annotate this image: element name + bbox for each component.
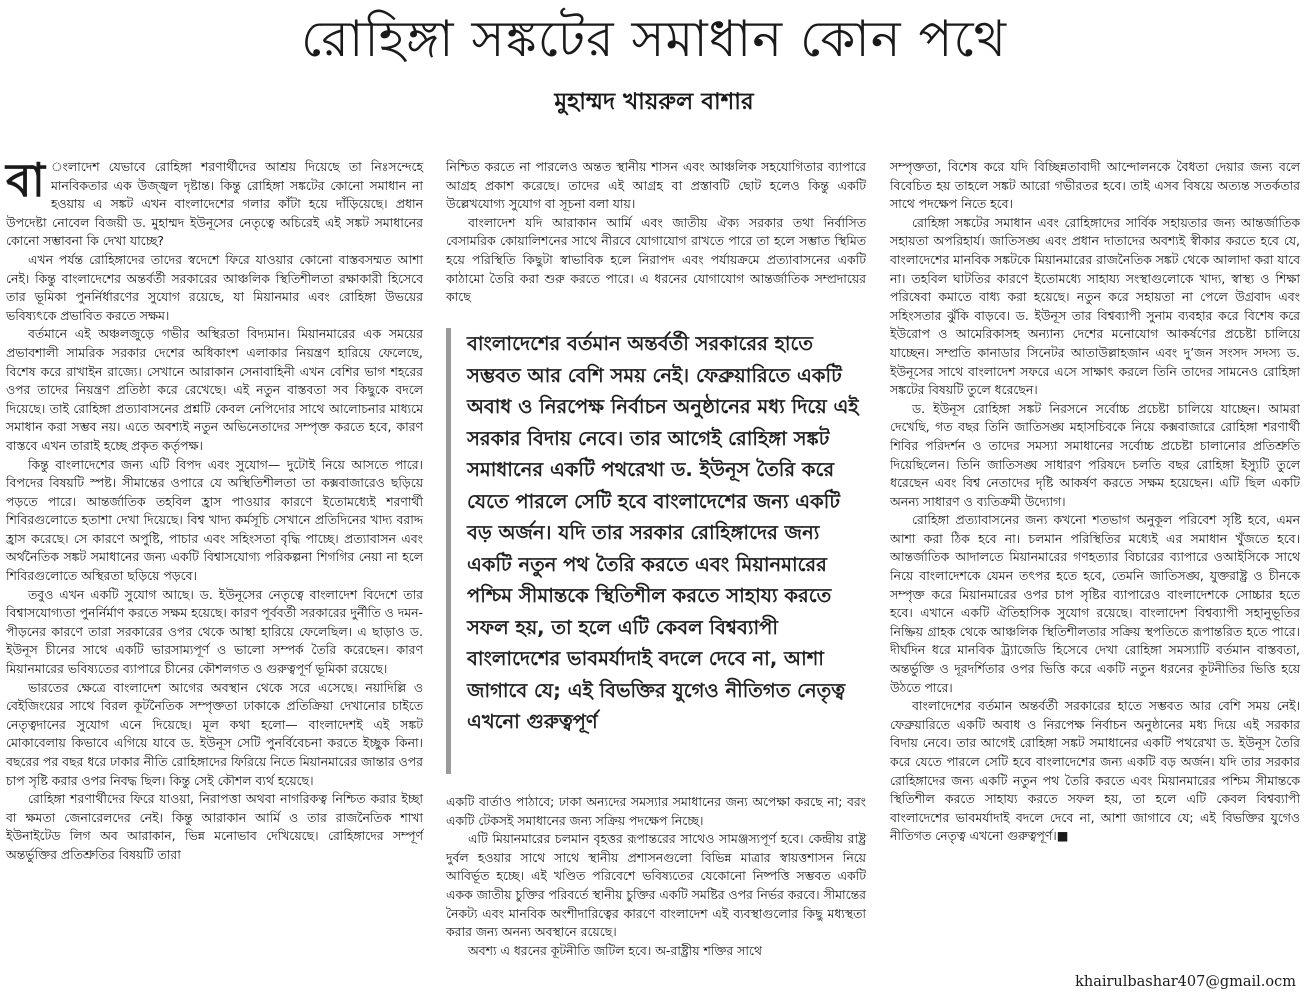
headline: রোহিঙ্গা সঙ্কটের সমাধান কোন পথে (301, 10, 1007, 68)
paragraph (6, 153, 423, 251)
paragraph: এখন পর্যন্ত রোহিঙ্গাদের তাদের স্বদেশে ফিরে যাওয়ার কোনো বাস্তবসম্মত আশা নেই। কিন্তু বাংলাদেশের অন্তর্বর্তী সরকারের আঞ্চলিক স্থিতিশীলতা রক্ষাকারী হিসেবে তার ভূমিকা পুনর্নির্ধারণের সুযোগ রয়েছে, যা মিয়ানমার এবং রোহিঙ্গা উভয়ের ভবিষ্যৎকে প্রভাবিত করতে সক্ষম। (6, 251, 423, 323)
paragraph: রোহিঙ্গা শরণার্থীদের ফিরে যাওয়া, নিরাপত্তা অথবা নাগরিকত্ব নিশ্চিত করার ইচ্ছা বা ক্ষমতা জেনারেলদের নেই। কিন্তু আরাকান আর্মি ও তার রাজনৈতিক শাখা ইউনাইটেড লিগ অব আরাকান, ভিন্ন মনোভাব দেখিয়েছে। রোহিঙ্গাদের সম্পূর্ণ অন্তর্ভুক্তির প্রতিশ্রুতির বিষয়টি তারা (6, 791, 423, 862)
pull-quote-text: বাংলাদেশের বর্তমান অন্তর্বর্তী সরকারের হাতে সম্ভবত আর বেশি সময় নেই। ফেব্রুয়ারিতে একটি অবাধ ও নিরপেক্ষ নির্বাচন অনুষ্ঠানের মধ্য দিয়ে এই সরকার বিদায় নেবে। তার আগেই রোহিঙ্গা সঙ্কট সমাধানের একটি পথরেখা ড. ইউনূস তৈরি করে যেতে পারলে সেটি হবে বাংলাদেশের জন্য একটি বড় অর্জন। যদি তার সরকার রোহিঙ্গাদের জন্য একটি নতুন পথ তৈরি করতে এবং মিয়ানমারের পশ্চিম সীমান্তকে স্থিতিশীল করতে সাহায্য করতে সফল হয়, তা হলে এটি কেবল বিশ্বব্যাপী বাংলাদেশের ভাবমর্যাদাই বদলে দেবে না, আশা জাগাবে যে; এই বিভক্তির যুগেও নীতিগত নেতৃত্ব এখনো গুরুত্বপূর্ণ (467, 332, 859, 733)
paragraph: সম্পৃক্ততা, বিশেষ করে যদি বিচ্ছিন্নতাবাদী আন্দোলনকে বৈধতা দেয়ার জন্য বলে বিবেচিত হয় তাহলে সঙ্কট আরো গভীরতর হবে। তাই এসব বিষয়ে অত্যন্ত সতর্কতার সাথে পদক্ষেপ নিতে হবে। (890, 159, 1300, 212)
article-column-1 (6, 153, 423, 1003)
article-column-3 (890, 158, 1300, 958)
paragraph: একটি বার্তাও পাঠাবে; ঢাকা অন্যদের সমস্যার সমাধানের জন্য অপেক্ষা করছে না; বরং একটি টেকসই সমাধানের জন্য সক্রিয় পদক্ষেপ নিচ্ছে। (446, 794, 866, 828)
author-email: khairulbashar407@gmail.ocm (1075, 974, 1296, 990)
paragraph-text: ংলাদেশ যেভাবে রোহিঙ্গা শরণার্থীদের আশ্রয় দিয়েছে তা নিঃসন্দেহে মানবিকতার এক উজ্জ্বল দৃষ্টান্ত। কিন্তু রোহিঙ্গা সঙ্কটের কোনো সমাধান না হওয়ায় এ সঙ্কট এখন বাংলাদেশের গলার কাঁটা হয়ে দাঁড়িয়েছে। প্রধান উপদেষ্টা নোবেল বিজয়ী ড. মুহাম্মদ ইউনূসের নেতৃত্বে অচিরেই এই সঙ্কট সমাধানের কোনো সম্ভাবনা কি দেখা যাচ্ছে? (6, 159, 423, 249)
article-column-2-top (446, 158, 866, 318)
paragraph: ভারতের ক্ষেত্রে বাংলাদেশ আগের অবস্থান থেকে সরে এসেছে। নয়াদিল্লি ও বেইজিংয়ের সাথে বিরল কূটনৈতিক সম্পৃক্ততা ঢাকাকে প্রতিক্রিয়া দেখানোর চাইতে নেতৃত্বদানের সুযোগ এনে দিয়েছে। মূল কথা হলো— বাংলাদেশই এই সঙ্কট মোকাবেলায় কিভাবে এগিয়ে যাবে ড. ইউনূস সেটি পুনর্বিবেচনা করতে ইচ্ছুক কিনা। বছরের পর বছর ধরে ঢাকার নীতি রোহিঙ্গাদের ফিরিয়ে নিতে মিয়ানমারের জান্তার ওপর চাপ সৃষ্টি করার ওপর নিবদ্ধ ছিল। কিন্তু সেই কৌশল ব্যর্থ হয়েছে। (6, 679, 423, 788)
paragraph: রোহিঙ্গা সঙ্কটের সমাধান এবং রোহিঙ্গাদের সার্বিক সহায়তার জন্য আন্তর্জাতিক সহায়তা অপরিহার্য। জাতিসঙ্ঘ এবং প্রধান দাতাদের অবশ্যই স্বীকার করতে হবে যে, বাংলাদেশের মানবিক সঙ্কটকে মিয়ানমারের রাজনৈতিক সঙ্কট থেকে আলাদা করা যাবে না। তহবিল ঘাটতির কারণে ইতোমধ্যে সাহায্য সংস্থাগুলোকে খাদ্য, স্বাস্থ্য ও শিক্ষা পরিষেবা কমাতে বাধ্য করা হয়েছে। নতুন করে সহায়তা না পেলে উগ্রবাদ এবং সহিংসতার ঝুঁকি বাড়বে। ড. ইউনূস তার বিশ্বব্যাপী সুনাম ব্যবহার করে বিশেষ করে ইউরোপ ও আমেরিকাসহ অন্যান্য দেশের মনোযোগ আকর্ষণের প্রচেষ্টা চালিয়ে যাচ্ছেন। সম্প্রতি কানাডার সিনেটর আতাউল্লাহজান এবং দু’জন সংসদ সদস্য ড. ইউনূসের সাথে বাংলাদেশ সফরে এসে সাক্ষাৎ করলে তিনি তাদের সামনেও রোহিঙ্গা সঙ্কটের বিষয়টি তুলে ধরেছেন। (890, 214, 1300, 398)
paragraph: বাংলাদেশ যদি আরাকান আর্মি এবং জাতীয় ঐক্য সরকার তথা নির্বাসিত বেসামরিক কোয়ালিশনের সাথে নীরবে যোগাযোগ রাখতে পারে তা হলে সম্ভাত স্থিমিত হয়ে পরিস্থিতি কিছুটা স্বাভাবিক হলে নিরাপদ এবং পর্যায়ক্রমে প্রত্যাবাসনের একটি কাঠামো তৈরি করা শুরু করতে পারে। এ ধরনের যোগাযোগ আন্তর্জাতিক সম্প্রদায়ের কাছে (446, 214, 866, 305)
paragraph: রোহিঙ্গা প্রত্যাবাসনের জন্য কখনো শতভাগ অনুকূল পরিবেশ সৃষ্টি হবে, এমন আশা করা ঠিক হবে না। চলমান পরিস্থিতির মধ্যেই এর সমাধান খুঁজতে হবে। আন্তর্জাতিক আদালতে মিয়ানমারের গণহত্যার বিচারের ব্যাপারে ওআইসিকে সাথে নিয়ে বাংলাদেশকে যেমন তৎপর হতে হবে, তেমনি জাতিসঙ্ঘ, যুক্তরাষ্ট্র ও চীনকে সম্পৃক্ত করে মিয়ানমারের ওপর চাপ সৃষ্টির ব্যাপারেও বাংলাদেশকে সোচ্চার হতে হবে। এখানে একটি ঐতিহাসিক সুযোগ রয়েছে। বাংলাদেশ বিশ্বব্যাপী সহানুভূতির নিষ্ক্রিয় গ্রাহক থেকে আঞ্চলিক স্থিতিশীলতার সক্রিয় স্থপতিতে রূপান্তরিত হতে পারে। দীর্ঘদিন ধরে মানবিক ট্র্যাজেডি হিসেবে দেখা রোহিঙ্গা সমস্যাটি বর্তমান বাস্তবতা, অন্তর্ভুক্তি ও দূরদর্শিতার ওপর ভিত্তি করে একটি নতুন ধরনের কূটনীতির ভিত্তি হয়ে উঠতে পারে। (890, 512, 1300, 695)
paragraph: বর্তমানে এই অঞ্চলজুড়ে গভীর অস্থিরতা বিদ্যমান। মিয়ানমারের এক সময়ের প্রভাবশালী সামরিক সরকার দেশের অধিকাংশ এলাকার নিয়ন্ত্রণ হারিয়ে ফেলেছে, বিশেষ করে রাখাইন রাজ্যে। সেখানে আরাকান সেনাবাহিনী এখন বেশির ভাগ শহরের ওপর তাদের নিয়ন্ত্রণ প্রতিষ্ঠা করে রেখেছে। এই নতুন বাস্তবতা সব কিছুকে বদলে দিয়েছে। তাই রোহিঙ্গা প্রত্যাবাসনের প্রশ্নটি কেবল নেপিদোর সাথে আলোচনার মাধ্যমে সমাধান করা সম্ভব নয়। এতে অবশ্যই নতুন অভিনেতাদের সম্পৃক্ত করতে হবে, কারণ বাস্তবে এখন তারাই হচ্ছে প্রকৃত কর্তৃপক্ষ। (6, 326, 423, 453)
article-column-2-bottom (446, 793, 866, 993)
paragraph: ড. ইউনূস রোহিঙ্গা সঙ্কট নিরসনে সর্বোচ্চ প্রচেষ্টা চালিয়ে যাচ্ছেন। আমরা দেখেছি, গত বছর তিনি জাতিসঙ্ঘ মহাসচিবকে নিয়ে কক্সবাজারে রোহিঙ্গা শরণার্থী শিবির পরিদর্শন ও তাদের সমস্যা সমাধানের সর্বোচ্চ প্রচেষ্টা চালানোর প্রতিশ্রুতি দিয়েছিলেন। তিনি জাতিসঙ্ঘ সাধারণ পরিষদে চলতি বছর রোহিঙ্গা ইস্যুটি তুলে ধরেছেন এবং বিশ্ব নেতাদের দৃষ্টি আকর্ষণ করতে সক্ষম হয়েছেন। এটি ছিল একটি অনন্য সাধারণ ও ব্যতিক্রমী উদ্যোগ। (890, 400, 1300, 509)
paragraph: নিশ্চিত করতে না পারলেও অন্তত স্থানীয় শাসন এবং আঞ্চলিক সহযোগিতার ব্যাপারে আগ্রহ প্রকাশ করেছে। তাদের এই আগ্রহ বা প্রস্তাবটি ছোট হলেও কিন্তু একটি উল্লেখযোগ্য সুযোগ বা সূচনা বলা যায়। (446, 159, 866, 212)
paragraph: অবশ্য এ ধরনের কূটনীতি জটিল হবে। অ-রাষ্ট্রীয় শক্তির সাথে (468, 942, 762, 958)
paragraph: কিন্তু বাংলাদেশের জন্য এটি বিপদ এবং সুযোগ— দুটোই নিয়ে আসতে পারে। বিপদের বিষয়টি স্পষ্ট। সীমান্তের ওপারে যে অস্থিতিশীলতা তা কক্সবাজারেও ছড়িয়ে পড়তে পারে। আন্তর্জাতিক তহবিল হ্রাস পাওয়ার কারণে ইতোমধ্যেই শরণার্থী শিবিরগুলোতে হতাশা দেখা দিয়েছে। বিশ্ব খাদ্য কর্মসূচি সেখানে প্রতিদিনের খাদ্য বরাদ্দ হ্রাস করেছে। সে কারণে অপুষ্টি, পাচার এবং সহিংসতা বৃদ্ধি পাচ্ছে। প্রত্যাবাসন এবং অর্থনৈতিক সঙ্কট সমাধানের জন্য একটি বিশ্বাসযোগ্য পরিকল্পনা শিগগির নেয়া না হলে শিবিরগুলোতে অস্থিরতা ছড়িয়ে পড়বে। (6, 456, 423, 584)
paragraph: এটি মিয়ানমারের চলমান বৃহত্তর রূপান্তরের সাথেও সামঞ্জস্যপূর্ণ হবে। কেন্দ্রীয় রাষ্ট্র দুর্বল হওয়ার সাথে সাথে স্থানীয় প্রশাসনগুলো বিভিন্ন মাত্রার স্বায়ত্তশাসন নিয়ে আবির্ভূত হচ্ছে। এই খণ্ডিত পরিবেশে ভবিষ্যতের যেকোনো নিষ্পত্তি সম্ভবত একটি একক জাতীয় চুক্তির পরিবর্তে স্থানীয় চুক্তির একটি সমষ্টির ওপর নির্ভর করবে। সীমান্তের নৈকট্য এবং মানবিক অংশীদারিত্বের কারণে বাংলাদেশ এই ব্যবস্থাগুলোর কিছু মধ্যস্থতা করার জন্য অনন্য অবস্থানে রয়েছে। (446, 831, 866, 940)
paragraph: তবুও এখন একটি সুযোগ আছে। ড. ইউনূসের নেতৃত্বে বাংলাদেশ বিদেশে তার বিশ্বাসযোগ্যতা পুনর্নির্মাণ করতে সক্ষম হয়েছে। কারণ পূর্ববর্তী সরকারের দুর্নীতি ও দমন-পীড়নের কারণে তারা সরকারের ওপর থেকে আস্থা হারিয়ে ফেলেছিল। এ ছাড়াও ড. ইউনূস চীনের সাথে একটি ভারসাম্যপূর্ণ ও ভালো সম্পর্ক তৈরি করেছেন। কারণ মিয়ানমারের ভবিষ্যতের ব্যাপারে চীনের কৌশলগত ও গুরুত্বপূর্ণ ভূমিকা রয়েছে। (6, 586, 423, 677)
byline: মুহাম্মদ খায়রুল বাশার (554, 89, 754, 115)
paragraph: বাংলাদেশের বর্তমান অন্তর্বর্তী সরকারের হাতে সম্ভবত আর বেশি সময় নেই। ফেব্রুয়ারিতে একটি অবাধ ও নিরপেক্ষ নির্বাচন অনুষ্ঠানের মধ্য দিয়ে এই সরকার বিদায় নেবে। তার আগেই রোহিঙ্গা সঙ্কট সমাধানের একটি পথরেখা ড. ইউনূস তৈরি করে যেতে পারলে সেটি হবে বাংলাদেশের জন্য একটি বড় অর্জন। যদি তার সরকার রোহিঙ্গাদের জন্য একটি নতুন পথ তৈরি করতে এবং মিয়ানমারের পশ্চিম সীমান্তকে স্থিতিশীল করতে সাহায্য করতে সফল হয়, তা হলে এটি কেবল বিশ্বব্যাপী বাংলাদেশের ভাবমর্যাদাই বদলে দেবে না, আশা জাগাবে যে; এই বিভক্তির যুগেও নীতিগত নেতৃত্ব এখনো গুরুত্বপূর্ণ।■ (890, 698, 1300, 844)
pull-quote (446, 328, 860, 774)
drop-cap: বা (6, 153, 45, 207)
